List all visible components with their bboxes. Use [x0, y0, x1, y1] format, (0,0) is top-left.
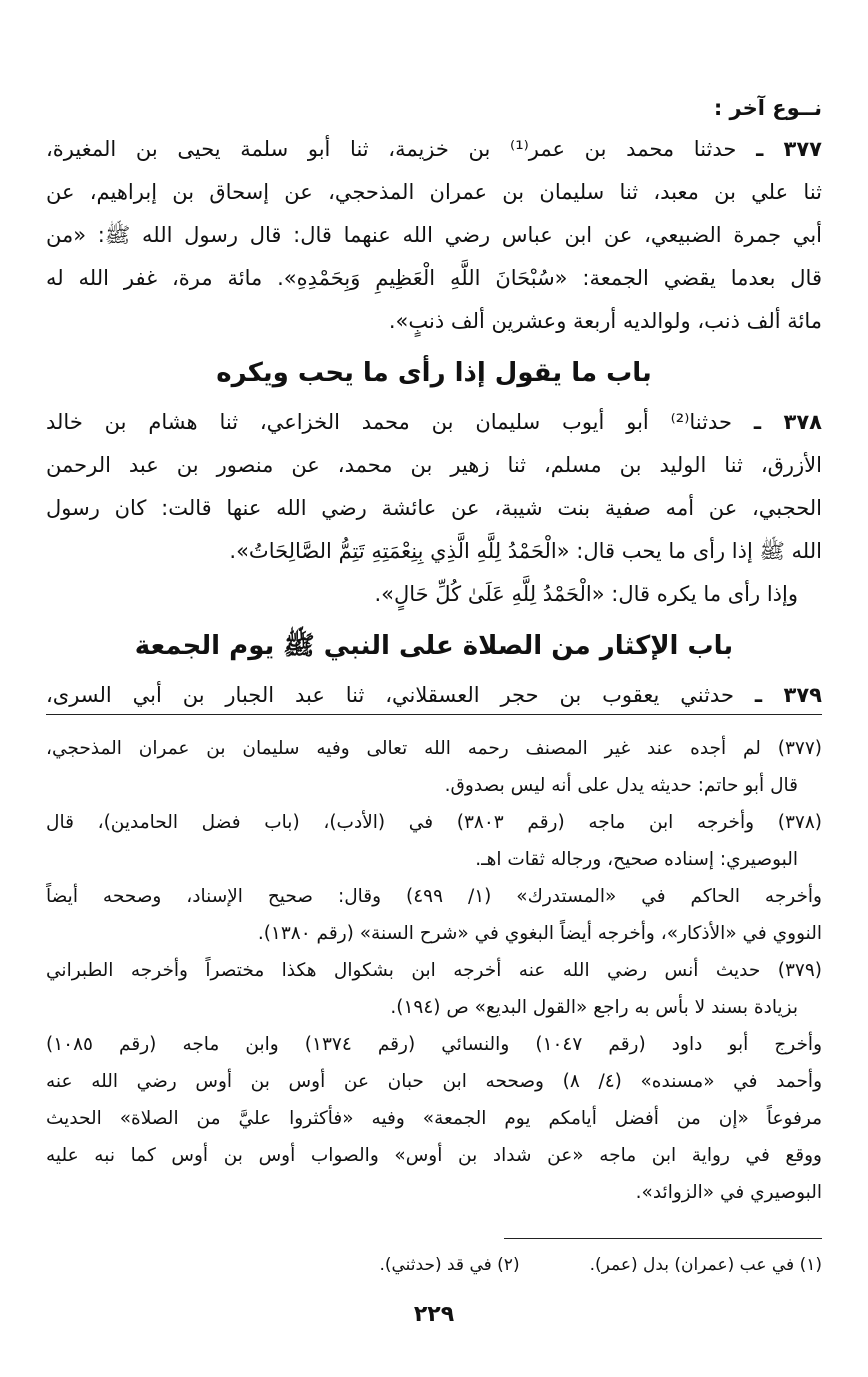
hadith-378-line-5: وإذا رأى ما يكره قال: «الْحَمْدُ لِلَّهِ عَلَىٰ كُلِّ حَالٍ». — [374, 582, 798, 606]
hadith-377 — [46, 128, 822, 343]
hadith-379 — [46, 674, 822, 717]
note-line: البوصيري: إسناده صحيح، ورجاله ثقات اهـ. — [475, 849, 798, 870]
hadith-number: ٣٧٩ ـ — [754, 683, 822, 707]
section-label: نــوع آخر : — [713, 96, 822, 120]
note-line: مرفوعاً «إن من أفضل أيامكم يوم الجمعة» وفيه «فأكثروا عليَّ من الصلاة» الحديث — [46, 1108, 822, 1129]
hadith-377-line-2: ثنا علي بن معبد، ثنا سليمان بن عمران المذحجي، عن إسحاق بن إبراهيم، عن — [46, 180, 822, 204]
note-379-continued — [46, 1026, 822, 1211]
note-377 — [46, 730, 822, 804]
footnotes-separator — [504, 1238, 822, 1239]
hadith-number: ٣٧٨ ـ — [753, 410, 822, 434]
commentary-notes — [46, 730, 822, 1211]
note-line: (٣٧٧) لم أجده عند غير المصنف رحمه الله تعالى وفيه سليمان بن عمران المذحجي، — [46, 738, 822, 759]
note-line: بزيادة بسند لا بأس به راجع «القول البديع» ص (١٩٤). — [390, 997, 798, 1018]
hadith-378-line-3: الحجبي، عن أمه صفية بنت شيبة، عن عائشة رضي الله عنها قالت: كان رسول — [46, 496, 822, 520]
chapter-heading-2: باب الإكثار من الصلاة على النبي ﷺ يوم الجمعة — [134, 631, 734, 661]
note-line: البوصيري في «الزوائد». — [635, 1182, 822, 1203]
hadith-378 — [46, 401, 822, 616]
notes-separator — [46, 714, 822, 715]
note-line: وأحمد في «مسنده» (٤/ ٨) وصححه ابن حبان عن أوس بن أوس رضي الله عنه — [46, 1071, 823, 1092]
note-line: النووي في «الأذكار»، وأخرجه أيضاً البغوي في «شرح السنة» (رقم ١٣٨٠). — [257, 923, 822, 944]
main-text — [46, 88, 822, 717]
footnotes — [46, 1250, 822, 1280]
hadith-text: حدثني يعقوب بن حجر العسقلاني، ثنا عبد الجبار بن أبي السرى، — [46, 683, 734, 707]
note-line: وأخرجه الحاكم في «المستدرك» (١/ ٤٩٩) وقال: صحيح الإسناد، وصححه أيضاً — [46, 886, 822, 907]
hadith-378-line-1 — [46, 401, 822, 444]
hadith-379-line-1 — [46, 674, 822, 717]
note-line: ووقع في رواية ابن ماجه «عن شداد بن أوس» والصواب أوس بن أوس كما نبه عليه — [46, 1145, 822, 1166]
page-number: ٢٢٩ — [413, 1302, 455, 1327]
note-378-continued — [46, 878, 822, 952]
footnote-2: (٢) في قد (حدثني). — [379, 1255, 520, 1275]
footnote-1: (١) في عب (عمران) بدل (عمر). — [589, 1255, 822, 1275]
hadith-378-line-4: الله ﷺ إذا رأى ما يحب قال: «الْحَمْدُ لِلَّهِ الَّذِي بِنِعْمَتِهِ تَتِمُّ الصَّالِحَاتُ». — [229, 539, 822, 563]
hadith-377-line-5: مائة ألف ذنب، ولوالديه أربعة وعشرين ألف ذنبٍ». — [388, 309, 822, 333]
hadith-number: ٣٧٧ ـ — [756, 137, 822, 161]
note-378 — [46, 804, 822, 878]
hadith-text: حدثنا⁽²⁾ أبو أيوب سليمان بن محمد الخزاعي، ثنا هشام بن خالد — [46, 410, 732, 434]
hadith-text: حدثنا محمد بن عمر⁽¹⁾ بن خزيمة، ثنا أبو سلمة يحيى بن المغيرة، — [46, 137, 737, 161]
hadith-377-line-3: أبي جمرة الضبيعي، عن ابن عباس رضي الله عنهما قال: قال رسول الله ﷺ: «من — [46, 223, 822, 247]
note-line: (٣٧٩) حديث أنس رضي الله عنه أخرجه ابن بشكوال هكذا مختصراً وأخرجه الطبراني — [46, 960, 822, 981]
hadith-378-line-2: الأزرق، ثنا الوليد بن مسلم، ثنا زهير بن محمد، عن منصور بن عبد الرحمن — [46, 453, 822, 477]
hadith-377-line-4: قال بعدما يقضي الجمعة: «سُبْحَانَ اللَّهِ الْعَظِيمِ وَبِحَمْدِهِ». مائة مرة، غفر الله له — [46, 266, 822, 290]
note-line: قال أبو حاتم: حديثه يدل على أنه ليس بصدوق. — [444, 775, 798, 796]
note-line: (٣٧٨) وأخرجه ابن ماجه (رقم ٣٨٠٣) في (الأدب)، (باب فضل الحامدين)، قال — [46, 812, 822, 833]
hadith-377-line-1 — [46, 128, 822, 171]
note-line: وأخرج أبو داود (رقم ١٠٤٧) والنسائي (رقم ١٣٧٤) وابن ماجه (رقم ١٠٨٥) — [46, 1034, 822, 1055]
note-379 — [46, 952, 822, 1026]
chapter-heading-1: باب ما يقول إذا رأى ما يحب ويكره — [216, 358, 652, 388]
